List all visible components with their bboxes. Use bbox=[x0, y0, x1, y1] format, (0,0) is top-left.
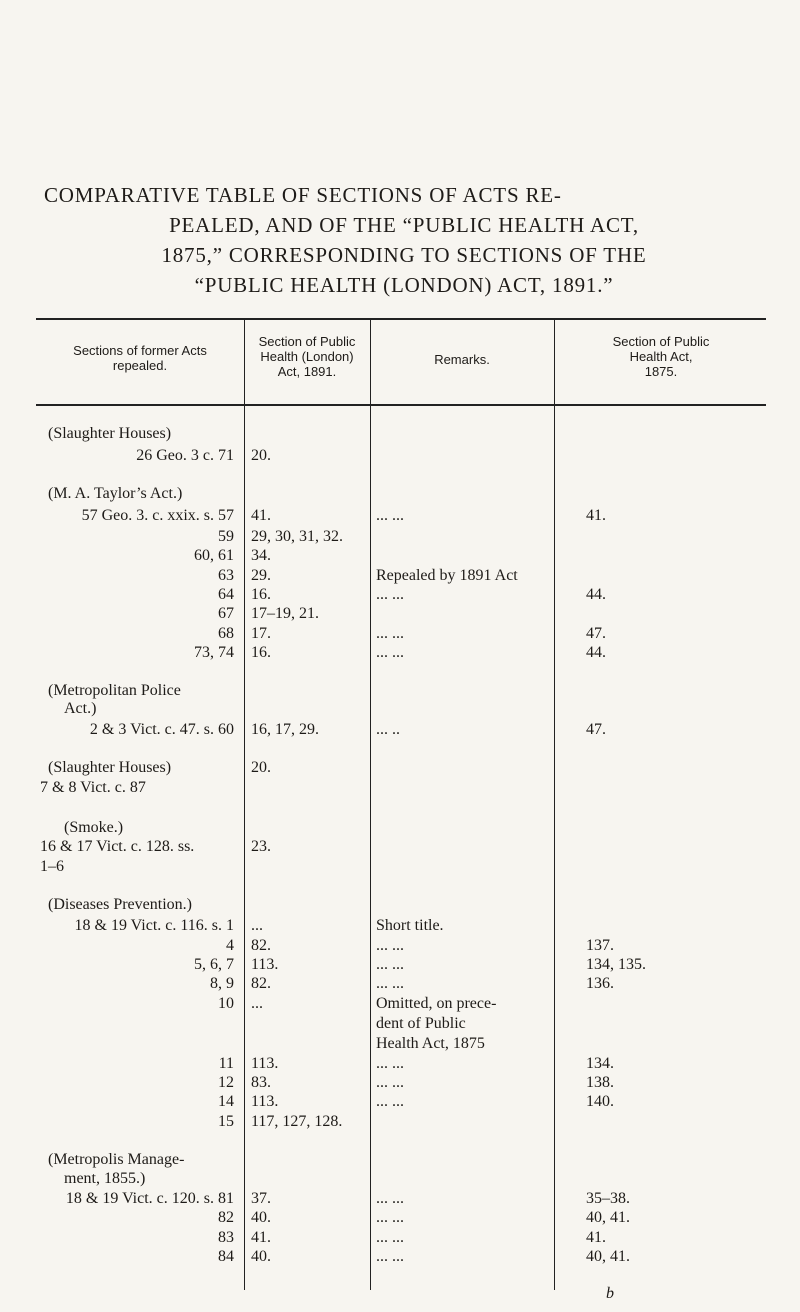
cell-london-section: ... bbox=[251, 917, 263, 934]
cell-former-act: 14 bbox=[218, 1093, 234, 1110]
cell-london-section: 113. bbox=[251, 1055, 279, 1072]
cell-former-act: 59 bbox=[218, 528, 234, 545]
table-row bbox=[0, 1189, 800, 1209]
cell-london-section: 82. bbox=[251, 975, 271, 992]
cell-1875-section: 136. bbox=[586, 975, 614, 992]
cell-remarks: ... ... bbox=[376, 1074, 404, 1091]
cell-london-section: 29. bbox=[251, 567, 271, 584]
table-row bbox=[0, 955, 800, 975]
cell-remarks: ... ... bbox=[376, 1055, 404, 1072]
cell-former-act: Act.) bbox=[64, 700, 97, 717]
table-row bbox=[0, 424, 800, 444]
cell-former-act: 84 bbox=[218, 1248, 234, 1265]
cell-remarks: ... ... bbox=[376, 1190, 404, 1207]
cell-london-section: 20. bbox=[251, 447, 271, 464]
cell-london-section: 37. bbox=[251, 1190, 271, 1207]
table-row bbox=[0, 916, 800, 936]
cell-london-section: 34. bbox=[251, 547, 271, 564]
cell-remarks: ... ... bbox=[376, 937, 404, 954]
table-row bbox=[0, 778, 800, 798]
cell-former-act: 15 bbox=[218, 1113, 234, 1130]
header-public-health-line-2: Health Act, bbox=[629, 349, 693, 364]
table-row bbox=[0, 681, 800, 701]
title-line-1: COMPARATIVE TABLE OF SECTIONS OF ACTS RE- bbox=[44, 183, 562, 207]
table-row bbox=[0, 446, 800, 466]
table-row bbox=[0, 566, 800, 586]
cell-former-act: 82 bbox=[218, 1209, 234, 1226]
header-london-act-line-1: Section of Public bbox=[258, 334, 356, 349]
cell-remarks: ... ... bbox=[376, 956, 404, 973]
cell-remarks: Short title. bbox=[376, 917, 444, 934]
cell-former-act: 64 bbox=[218, 586, 234, 603]
cell-former-act: 1–6 bbox=[40, 858, 64, 875]
table-row bbox=[0, 585, 800, 605]
cell-1875-section: 47. bbox=[586, 721, 606, 738]
cell-former-act: 8, 9 bbox=[210, 975, 234, 992]
cell-1875-section: 138. bbox=[586, 1074, 614, 1091]
cell-remarks: ... ... bbox=[376, 507, 404, 524]
table-row bbox=[0, 484, 800, 504]
cell-remarks: dent of Public bbox=[376, 1015, 466, 1032]
cell-former-act: 5, 6, 7 bbox=[194, 956, 234, 973]
header-public-health-line-1: Section of Public bbox=[612, 334, 710, 349]
header-former-acts bbox=[40, 343, 240, 373]
cell-former-act: 18 & 19 Vict. c. 116. s. 1 bbox=[74, 917, 234, 934]
signature-mark: b bbox=[606, 1285, 614, 1302]
table-row bbox=[0, 506, 800, 526]
cell-remarks: ... ... bbox=[376, 1248, 404, 1265]
cell-1875-section: 41. bbox=[586, 507, 606, 524]
table-row bbox=[0, 546, 800, 566]
cell-former-act: 57 Geo. 3. c. xxix. s. 57 bbox=[81, 507, 234, 524]
cell-former-act: (M. A. Taylor’s Act.) bbox=[48, 485, 183, 502]
table-row bbox=[0, 624, 800, 644]
cell-remarks: ... .. bbox=[376, 721, 400, 738]
header-london-act bbox=[246, 334, 368, 379]
cell-london-section: 16, 17, 29. bbox=[251, 721, 319, 738]
cell-remarks: Omitted, on prece- bbox=[376, 995, 497, 1012]
page-title bbox=[44, 180, 764, 300]
header-former-acts-line-2: repealed. bbox=[112, 358, 168, 373]
table-row bbox=[0, 994, 800, 1014]
cell-london-section: 20. bbox=[251, 759, 271, 776]
table-row bbox=[0, 1208, 800, 1228]
cell-london-section: 82. bbox=[251, 937, 271, 954]
table-row bbox=[0, 720, 800, 740]
cell-1875-section: 134, 135. bbox=[586, 956, 646, 973]
cell-1875-section: 140. bbox=[586, 1093, 614, 1110]
table-row bbox=[0, 643, 800, 663]
header-bottom-rule bbox=[36, 404, 766, 406]
table-row bbox=[0, 1054, 800, 1074]
cell-former-act: (Metropolis Manage- bbox=[48, 1151, 185, 1168]
cell-london-section: 40. bbox=[251, 1209, 271, 1226]
cell-remarks: ... ... bbox=[376, 644, 404, 661]
cell-london-section: 117, 127, 128. bbox=[251, 1113, 343, 1130]
cell-london-section: ... bbox=[251, 995, 263, 1012]
table-row bbox=[0, 1073, 800, 1093]
cell-former-act: (Slaughter Houses) bbox=[48, 425, 172, 442]
header-former-acts-line-1: Sections of former Acts bbox=[73, 343, 207, 358]
cell-former-act: 12 bbox=[218, 1074, 234, 1091]
cell-remarks: ... ... bbox=[376, 1093, 404, 1110]
cell-1875-section: 134. bbox=[586, 1055, 614, 1072]
cell-london-section: 29, 30, 31, 32. bbox=[251, 528, 343, 545]
table-row bbox=[0, 857, 800, 877]
title-line-3: 1875,” CORRESPONDING TO SECTIONS OF THE bbox=[161, 243, 647, 267]
cell-london-section: 113. bbox=[251, 1093, 279, 1110]
table-row bbox=[0, 699, 800, 719]
header-remarks-line-1: Remarks. bbox=[434, 352, 490, 367]
cell-london-section: 41. bbox=[251, 507, 271, 524]
table-row bbox=[0, 818, 800, 838]
cell-1875-section: 41. bbox=[586, 1229, 606, 1246]
header-london-act-line-2: Health (London) bbox=[260, 349, 354, 364]
column-divider-3 bbox=[554, 318, 555, 404]
title-line-4: “PUBLIC HEALTH (LONDON) ACT, 1891.” bbox=[194, 273, 614, 297]
cell-london-section: 16. bbox=[251, 644, 271, 661]
title-line-2: PEALED, AND OF THE “PUBLIC HEALTH ACT, bbox=[169, 213, 639, 237]
cell-former-act: 16 & 17 Vict. c. 128. ss. bbox=[40, 838, 195, 855]
cell-london-section: 113. bbox=[251, 956, 279, 973]
column-divider-2 bbox=[370, 318, 371, 404]
cell-1875-section: 35–38. bbox=[586, 1190, 630, 1207]
table-row bbox=[0, 604, 800, 624]
cell-london-section: 17. bbox=[251, 625, 271, 642]
cell-london-section: 83. bbox=[251, 1074, 271, 1091]
cell-1875-section: 40, 41. bbox=[586, 1248, 630, 1265]
cell-former-act: 73, 74 bbox=[194, 644, 234, 661]
cell-1875-section: 44. bbox=[586, 586, 606, 603]
cell-former-act: (Metropolitan Police bbox=[48, 682, 181, 699]
header-top-rule bbox=[36, 318, 766, 320]
table-row bbox=[0, 758, 800, 778]
column-divider-1 bbox=[244, 318, 245, 404]
table-row bbox=[0, 974, 800, 994]
header-public-health-line-3: 1875. bbox=[644, 364, 678, 379]
cell-former-act: 4 bbox=[226, 937, 234, 954]
cell-former-act: 11 bbox=[218, 1055, 234, 1072]
table-row bbox=[0, 1247, 800, 1267]
cell-former-act: (Slaughter Houses) bbox=[48, 759, 172, 776]
cell-former-act: 60, 61 bbox=[194, 547, 234, 564]
cell-former-act: 10 bbox=[218, 995, 234, 1012]
cell-former-act: 67 bbox=[218, 605, 234, 622]
cell-former-act: (Smoke.) bbox=[64, 819, 124, 836]
header-public-health-1875 bbox=[556, 334, 766, 379]
table-row bbox=[0, 837, 800, 857]
header-london-act-line-3: Act, 1891. bbox=[277, 364, 337, 379]
cell-london-section: 23. bbox=[251, 838, 271, 855]
cell-former-act: 2 & 3 Vict. c. 47. s. 60 bbox=[89, 721, 234, 738]
cell-1875-section: 40, 41. bbox=[586, 1209, 630, 1226]
cell-london-section: 41. bbox=[251, 1229, 271, 1246]
cell-remarks: Health Act, 1875 bbox=[376, 1035, 485, 1052]
cell-former-act: 68 bbox=[218, 625, 234, 642]
cell-former-act: 18 & 19 Vict. c. 120. s. 81 bbox=[65, 1190, 234, 1207]
table-row bbox=[0, 1034, 800, 1054]
cell-1875-section: 44. bbox=[586, 644, 606, 661]
table-row bbox=[0, 1228, 800, 1248]
cell-london-section: 17–19, 21. bbox=[251, 605, 319, 622]
header-remarks bbox=[372, 352, 552, 367]
cell-remarks: ... ... bbox=[376, 1229, 404, 1246]
cell-remarks: ... ... bbox=[376, 1209, 404, 1226]
table-row bbox=[0, 1169, 800, 1189]
cell-former-act: 83 bbox=[218, 1229, 234, 1246]
table-row bbox=[0, 895, 800, 915]
cell-london-section: 40. bbox=[251, 1248, 271, 1265]
table-row bbox=[0, 1112, 800, 1132]
cell-1875-section: 47. bbox=[586, 625, 606, 642]
cell-former-act: (Diseases Prevention.) bbox=[48, 896, 192, 913]
cell-former-act: 7 & 8 Vict. c. 87 bbox=[40, 779, 146, 796]
table-row bbox=[0, 936, 800, 956]
table-row bbox=[0, 527, 800, 547]
cell-remarks: ... ... bbox=[376, 975, 404, 992]
cell-remarks: ... ... bbox=[376, 625, 404, 642]
cell-london-section: 16. bbox=[251, 586, 271, 603]
cell-1875-section: 137. bbox=[586, 937, 614, 954]
cell-former-act: 26 Geo. 3 c. 71 bbox=[136, 447, 234, 464]
table-row bbox=[0, 1150, 800, 1170]
table-row bbox=[0, 1014, 800, 1034]
cell-former-act: ment, 1855.) bbox=[64, 1170, 146, 1187]
cell-remarks: ... ... bbox=[376, 586, 404, 603]
table-row bbox=[0, 1092, 800, 1112]
cell-former-act: 63 bbox=[218, 567, 234, 584]
cell-remarks: Repealed by 1891 Act bbox=[376, 567, 518, 584]
